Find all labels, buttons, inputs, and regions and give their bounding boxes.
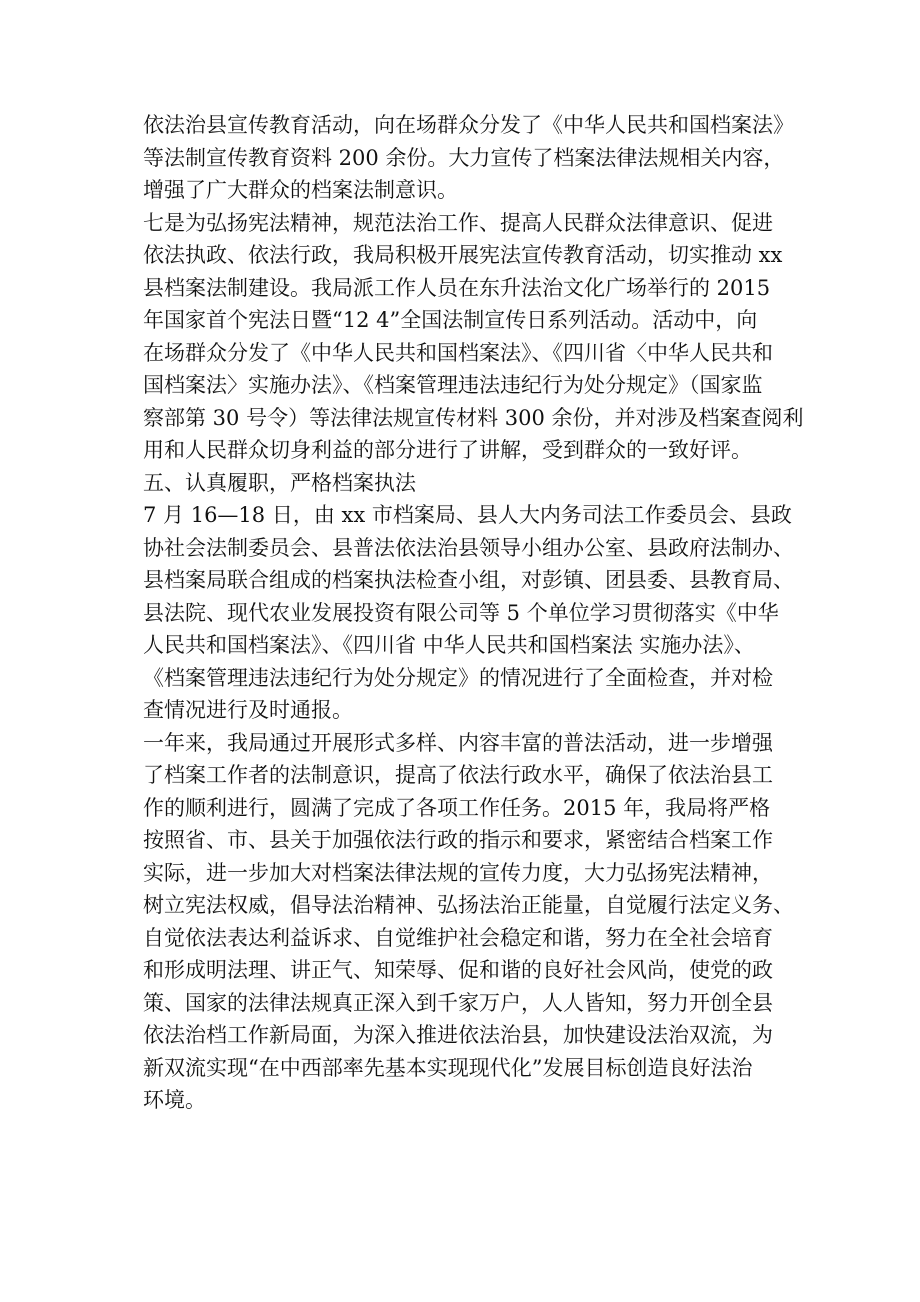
text-line: 了档案工作者的法制意识，提高了依法行政水平，确保了依法治县工 [143,763,773,787]
section-heading-text: 五、认真履职，严格档案执法 [143,470,416,495]
text-line: 察部第 30 号令）等法律法规宣传材料 300 余份，并对涉及档案查阅利 [143,405,804,430]
text-line: 在场群众分发了《中华人民共和国档案法》、《四川省〈中华人民共和 [143,340,773,365]
text-line: 查情况进行及时通报。 [143,698,353,722]
paragraph-1 [143,109,794,207]
text-line: 依法治县宣传教育活动，向在场群众分发了《中华人民共和国档案法》 [143,113,794,137]
text-line: 用和人民群众切身利益的部分进行了讲解，受到群众的一致好评。 [143,438,752,462]
paragraph-2 [143,207,804,467]
text-line: 树立宪法权威，倡导法治精神、弘扬法治正能量，自觉履行法定义务、 [143,893,794,917]
text-line: 七是为弘扬宪法精神，规范法治工作、提高人民群众法律意识、促进 [143,210,773,235]
text-line: 和形成明法理、讲正气、知荣辱、促和谐的良好社会风尚，使党的政 [143,958,773,982]
text-line: 7 月 16—18 日，由 xx 市档案局、县人大内务司法工作委员会、县政 [143,503,792,527]
text-line: 协社会法制委员会、县普法依法治县领导小组办公室、县政府法制办、 [143,535,794,560]
text-line: 按照省、市、县关于加强依法行政的指示和要求，紧密结合档案工作 [143,828,773,852]
text-line: 《档案管理违法违纪行为处分规定》的情况进行了全面检查，并对检 [143,665,773,690]
paragraph-3 [143,499,794,727]
text-line: 县档案法制建设。我局派工作人员在东升法治文化广场举行的 2015 [143,275,771,300]
text-line: 县法院、现代农业发展投资有限公司等 5 个单位学习贯彻落实《中华 [143,600,779,625]
text-line: 增强了广大群众的档案法制意识。 [143,178,458,202]
text-line: 等法制宣传教育资料 200 余份。大力宣传了档案法律法规相关内容， [143,145,785,170]
section-heading [143,467,783,500]
text-line: 依法执政、依法行政，我局积极开展宪法宣传教育活动，切实推动 xx [143,243,783,267]
text-line: 依法治档工作新局面，为深入推进依法治县，加快建设法治双流，为 [143,1023,773,1047]
document-body [143,109,804,1117]
text-line: 新双流实现“在中西部率先基本实现现代化”发展目标创造良好法治 [143,1055,753,1080]
text-line: 人民共和国档案法》、《四川省 中华人民共和国档案法 实施办法》、 [143,633,755,657]
text-line: 县档案局联合组成的档案执法检查小组，对彭镇、团县委、县教育局、 [143,568,794,592]
paragraph-4 [143,727,794,1117]
text-line: 实际，进一步加大对档案法律法规的宣传力度，大力弘扬宪法精神， [143,860,773,885]
text-line: 作的顺利进行，圆满了完成了各项工作任务。2015 年，我局将严格 [143,795,771,820]
text-line: 环境。 [143,1088,206,1112]
text-line: 年国家首个宪法日暨“12 4”全国法制宣传日系列活动。活动中，向 [143,308,758,332]
text-line: 国档案法〉实施办法》、《档案管理违法违纪行为处分规定》（国家监 [143,373,763,397]
text-line: 策、国家的法律法规真正深入到千家万户，人人皆知，努力开创全县 [143,990,773,1015]
text-line: 自觉依法表达利益诉求、自觉维护社会稳定和谐，努力在全社会培育 [143,925,773,950]
text-line: 一年来，我局通过开展形式多样、内容丰富的普法活动，进一步增强 [143,730,773,755]
